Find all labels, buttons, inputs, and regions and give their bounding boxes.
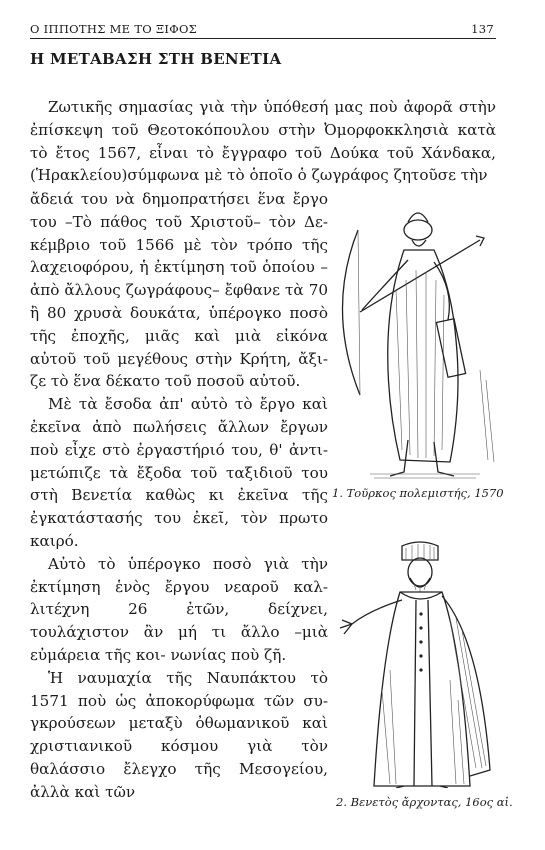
text-line: ἐγκατάστασής του ἐκεῖ, τὸν πρωτο — [30, 509, 328, 528]
text-line: νωνίας ποὺ ζῆ. — [170, 645, 287, 664]
text-line: Αὐτὸ τὸ ὑπέρογκο ποσὸ γιὰ τὴν — [48, 554, 328, 573]
text-line: του –Τὸ πάθος τοῦ Χριστοῦ– τὸν Δε- — [30, 212, 328, 231]
figure-turkish-warrior — [330, 200, 500, 482]
body-text-narrow — [30, 188, 328, 804]
body-text — [30, 96, 496, 187]
text-line: ἄδειά του νὰ δημοπρατήσει ἕνα ἔργο — [30, 190, 328, 208]
paragraph-4 — [30, 667, 328, 804]
chapter-title: Η ΜΕΤΑΒΑΣΗ ΣΤΗ ΒΕΝΕΤΙΑ — [30, 50, 282, 68]
paragraph-3 — [30, 553, 328, 667]
paragraph-2 — [30, 393, 328, 553]
text-line: ἐκεῖνα ἀπὸ πωλήσεις ἄλλων ἔργων — [30, 417, 328, 436]
text-line: λιτέχνη 26 ἐτῶν, δείχνει, τουλάχιστον — [30, 600, 328, 642]
text-line: Ζωτικῆς σημασίας γιὰ τὴν ὑπόθεσή μας ποὺ ἀφορᾶ στὴν — [48, 98, 496, 116]
text-line: 70 ἢ 80 χρυσὰ δουκάτα, ὑπέρογκο — [30, 281, 329, 322]
text-line: ἐκτίμηση ἑνὸς ἔργου νεαροῦ καλ- — [30, 577, 328, 596]
text-line: κέμβριο τοῦ 1566 μὲ τὸν τρόπο τῆς — [30, 235, 328, 254]
text-line: αὐτοῦ τοῦ μεγέθους στὴν Κρήτη, ἄξι- — [30, 349, 328, 368]
text-line: ποὺ εἶχε στὸ ἐργαστήριό του, θ' ἀντι- — [30, 440, 328, 459]
figure-venetian-nobleman — [330, 540, 506, 788]
figure-1-caption: 1. Τοῦρκος πολεμιστής, 1570 — [332, 486, 504, 500]
venetian-nobleman-illustration — [330, 540, 506, 788]
turkish-warrior-illustration — [330, 200, 500, 482]
figure-2-caption: 2. Βενετὸς ἄρχοντας, 16ος αἰ. — [336, 795, 513, 809]
text-line: ἔλεγχο τῆς Μεσογείου, ἀλλὰ καὶ τῶν — [30, 759, 329, 801]
paragraph-1 — [30, 96, 496, 187]
text-line: 1571 ποὺ ὡς ἀποκορύφωμα τῶν συ- — [30, 691, 328, 710]
text-line: ζε τὸ ἕνα δέκατο τοῦ ποσοῦ αὐτοῦ. — [30, 372, 301, 391]
paragraph-1-cont — [30, 188, 328, 393]
text-line: –ἀπὸ ἄλλους ζωγράφους– ἔφθανε τὰ — [30, 258, 329, 300]
text-line: Μὲ τὰ ἔσοδα ἀπ' αὐτὸ τὸ ἔργο καὶ — [48, 395, 328, 414]
text-line: ποσὸ τῆς ἐποχῆς, μιᾶς καὶ μιὰ εἰκόνα — [30, 303, 328, 345]
text-line: μετώπιζε τὰ ἔξοδα τοῦ ταξιδιοῦ του — [30, 463, 328, 482]
running-head-title: Ο ΙΠΠΟΤΗΣ ΜΕ ΤΟ ΞΙΦΟΣ — [30, 22, 198, 36]
running-head — [30, 22, 494, 36]
text-line: (Ἡρακλείου)σύμφωνα μὲ τὸ ὁποῖο ὁ ζωγράφος ζητοῦσε τὴν — [30, 166, 488, 185]
text-line: γκρούσεων μεταξὺ ὀθωμανικοῦ καὶ — [30, 714, 328, 733]
header-rule — [30, 38, 496, 39]
text-line: ἂν μή τι ἄλλο –μιὰ εὐμάρεια τῆς κοι- — [30, 623, 329, 664]
text-line: λαχειοφόρου, ἡ ἐκτίμηση τοῦ ὁποίου — [30, 258, 315, 277]
page-number: 137 — [471, 22, 494, 36]
text-line: στὴ Βενετία καθὼς κι ἐκεῖνα τῆς — [30, 486, 328, 505]
text-line: ἐπίσκεψη τοῦ Θεοτοκόπουλου στὴν Ὀμορφοκκλησιὰ κατὰ — [30, 120, 496, 139]
text-line: χριστιανικοῦ κόσμου γιὰ τὸν θαλάσσιο — [30, 737, 328, 778]
text-line: τὸ ἔτος 1567, εἶναι τὸ ἔγγραφο τοῦ Δούκα τοῦ Χάνδακα, — [30, 143, 496, 162]
text-line: καιρό. — [30, 531, 79, 550]
text-line: Ἡ ναυμαχία τῆς Ναυπάκτου τὸ — [48, 668, 328, 687]
